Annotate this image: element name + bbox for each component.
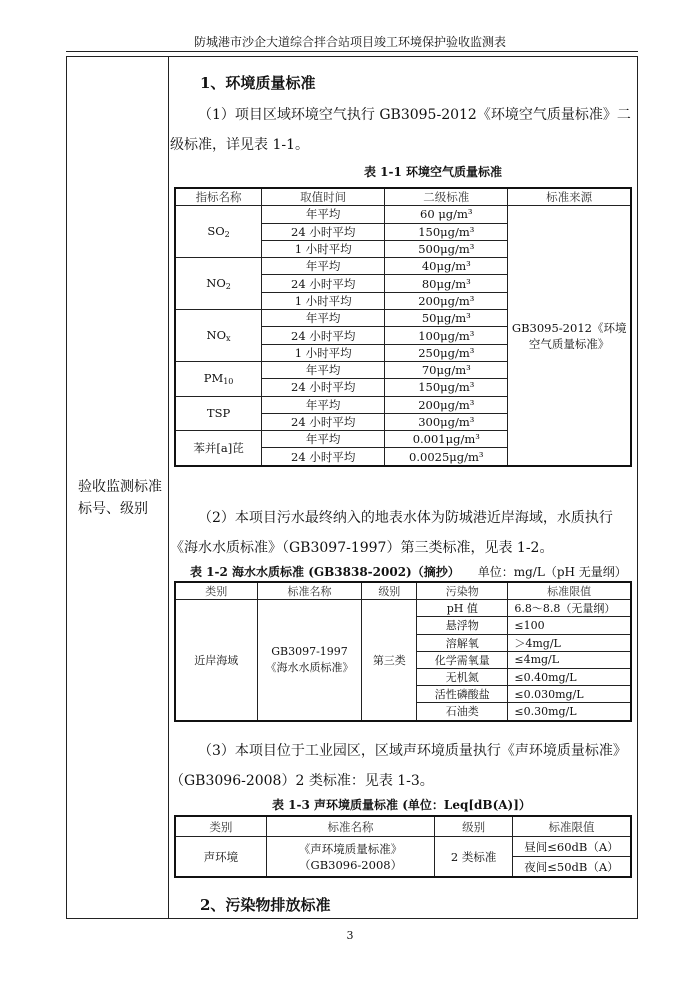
pollutant-subscript: 2 [224, 230, 230, 240]
table2-unit: 单位：mg/L（pH 无量纲） [477, 565, 627, 579]
table1-row [175, 206, 631, 223]
pollutant-name: $SO_2$ [175, 206, 262, 258]
limit-value: 0.0025μg/m³ [385, 448, 508, 466]
table2-header-cell: 级别 [362, 582, 417, 600]
water-limit: ≤0.030mg/L [508, 686, 631, 703]
limit-value: 100μg/m³ [385, 327, 508, 344]
averaging-time: 24 小时平均 [262, 275, 385, 292]
pollutant-subscript: 2 [225, 282, 231, 292]
pollutant-name: 苯并[a]芘 [175, 431, 262, 466]
averaging-time: 年平均 [262, 206, 385, 223]
water-pollutant: 石油类 [417, 703, 508, 721]
section2-title: 2、污染物排放标准 [200, 896, 331, 914]
averaging-time: 1 小时平均 [262, 240, 385, 257]
table3-caption: 表 1-3 声环境质量标准 (单位：Leq[dB(A)]） [272, 798, 531, 812]
averaging-time: 24 小时平均 [262, 223, 385, 240]
table2-row [175, 600, 631, 617]
averaging-time: 1 小时平均 [262, 344, 385, 361]
water-pollutant: 无机氮 [417, 668, 508, 685]
water-standard: GB3097-1997《海水水质标准》 [257, 600, 362, 721]
averaging-time: 年平均 [262, 396, 385, 413]
table1-caption: 表 1-1 环境空气质量标准 [364, 165, 503, 179]
table2-header-row [175, 582, 631, 600]
limit-value: 60 μg/m³ [385, 206, 508, 223]
limit-value: 80μg/m³ [385, 275, 508, 292]
pollutant-subscript: x [226, 334, 231, 344]
table1-header-cell: 指标名称 [175, 188, 262, 206]
averaging-time: 24 小时平均 [262, 379, 385, 396]
standard-source: GB3095-2012《环境空气质量标准》 [508, 206, 631, 466]
water-limit: ≤4mg/L [508, 651, 631, 668]
table1-header-cell: 标准来源 [508, 188, 631, 206]
page-number: 3 [346, 929, 354, 942]
air-quality-table [174, 187, 632, 467]
pollutant-name: $NO_2$ [175, 258, 262, 310]
table3-row [175, 837, 631, 857]
water-pollutant: pH 值 [417, 600, 508, 617]
averaging-time: 24 小时平均 [262, 448, 385, 466]
averaging-time: 年平均 [262, 361, 385, 378]
averaging-time: 年平均 [262, 258, 385, 275]
noise-standard: 《声环境质量标准》（GB3096-2008） [266, 837, 435, 878]
paragraph-1: （1）项目区域环境空气执行 GB3095-2012《环境空气质量标准》二级标准，详见表 1-1。 [170, 107, 631, 153]
limit-value: 500μg/m³ [385, 240, 508, 257]
water-limit: ＞4mg/L [508, 634, 631, 651]
water-limit: 6.8～8.8（无量纲） [508, 600, 631, 617]
limit-value: 0.001μg/m³ [385, 431, 508, 448]
table2-caption [190, 563, 627, 580]
paragraph-2: （2）本项目污水最终纳入的地表水体为防城港近岸海域，水质执行《海水水质标准》（GB3097-1997）第三类标准，见表 1-2。 [170, 510, 613, 556]
noise-category: 声环境 [175, 837, 266, 878]
averaging-time: 1 小时平均 [262, 292, 385, 309]
table3-header-cell: 标准名称 [266, 816, 435, 837]
section1-title: 1、环境质量标准 [200, 74, 316, 92]
acoustic-quality-table [174, 815, 632, 878]
noise-limit: 昼间≤60dB（A） [512, 837, 631, 857]
table1-header-cell: 取值时间 [262, 188, 385, 206]
table3-header-row [175, 816, 631, 837]
table2-header-cell: 污染物 [417, 582, 508, 600]
water-pollutant: 悬浮物 [417, 617, 508, 634]
limit-value: 150μg/m³ [385, 223, 508, 240]
page-header: 防城港市沙企大道综合拌合站项目竣工环境保护验收监测表 [193, 35, 506, 49]
averaging-time: 24 小时平均 [262, 327, 385, 344]
table2-header-cell: 标准限值 [508, 582, 631, 600]
seawater-quality-table [174, 581, 632, 722]
water-limit: ≤0.30mg/L [508, 703, 631, 721]
table3-header-cell: 级别 [435, 816, 513, 837]
averaging-time: 24 小时平均 [262, 413, 385, 430]
pollutant-name: $NO_x$ [175, 310, 262, 362]
limit-value: 200μg/m³ [385, 292, 508, 309]
water-pollutant: 活性磷酸盐 [417, 686, 508, 703]
paragraph-3: （3）本项目位于工业园区，区域声环境质量执行《声环境质量标准》（GB3096-2008）2 类标准：见表 1-3。 [170, 743, 627, 789]
limit-value: 200μg/m³ [385, 396, 508, 413]
water-category: 近岸海域 [175, 600, 257, 721]
limit-value: 150μg/m³ [385, 379, 508, 396]
noise-limit: 夜间≤50dB（A） [512, 857, 631, 878]
limit-value: 40μg/m³ [385, 258, 508, 275]
table2-title: 表 1-2 海水水质标准 (GB3838-2002)（摘抄） [190, 565, 460, 579]
water-level: 第三类 [362, 600, 417, 721]
table2-header-cell: 类别 [175, 582, 257, 600]
table3-header-cell: 标准限值 [512, 816, 631, 837]
header-rule [66, 51, 638, 52]
water-pollutant: 溶解氧 [417, 634, 508, 651]
table1-header-cell: 二级标准 [385, 188, 508, 206]
pollutant-subscript: 10 [223, 377, 234, 387]
table1-header-row [175, 188, 631, 206]
noise-level: 2 类标准 [435, 837, 513, 878]
table3-header-cell: 类别 [175, 816, 266, 837]
left-label: 验收监测标准标号、级别 [78, 479, 162, 517]
limit-value: 50μg/m³ [385, 310, 508, 327]
table2-header-cell: 标准名称 [257, 582, 362, 600]
water-pollutant: 化学需氧量 [417, 651, 508, 668]
water-limit: ≤0.40mg/L [508, 668, 631, 685]
limit-value: 300μg/m³ [385, 413, 508, 430]
water-limit: ≤100 [508, 617, 631, 634]
averaging-time: 年平均 [262, 310, 385, 327]
pollutant-name: TSP [175, 396, 262, 431]
pollutant-name: $PM_{10}$ [175, 361, 262, 396]
averaging-time: 年平均 [262, 431, 385, 448]
limit-value: 250μg/m³ [385, 344, 508, 361]
limit-value: 70μg/m³ [385, 361, 508, 378]
